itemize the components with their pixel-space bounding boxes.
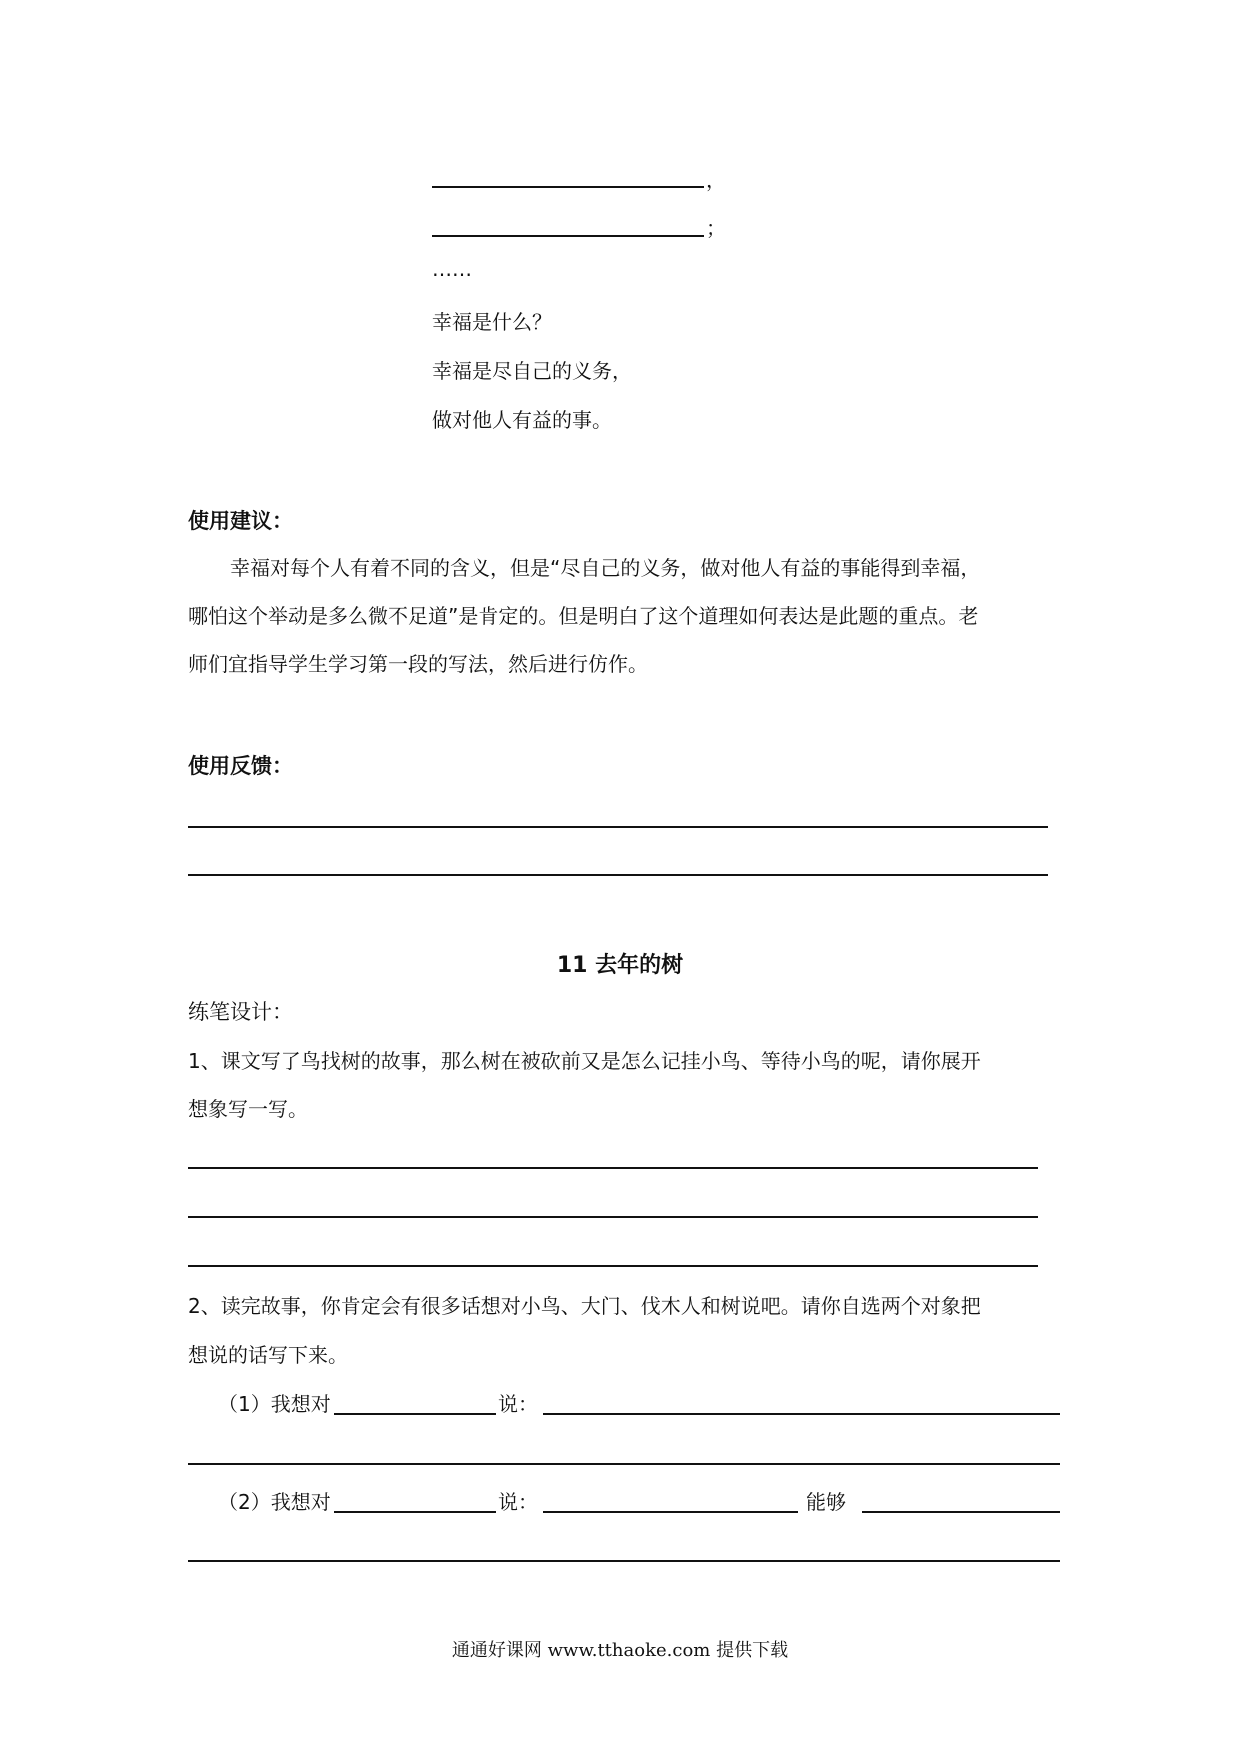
item-2-say: 说： (498, 1490, 538, 1514)
item-1-line-2[interactable] (188, 1463, 1060, 1465)
question-1-line-2: 想象写一写。 (188, 1097, 308, 1121)
question-2-line-2: 想说的话写下来。 (188, 1343, 348, 1367)
page-footer: 通通好课网 www.tthaoke.com 提供下载 (451, 1640, 789, 1661)
item-2-can: 能够 (806, 1490, 846, 1514)
item-2-line-2[interactable] (188, 1560, 1060, 1562)
poem-question: 幸福是什么？ (432, 310, 552, 334)
answer-1-line-3[interactable] (188, 1265, 1038, 1267)
poem-blank-2[interactable] (432, 235, 704, 237)
lesson-title: 11 去年的树 (556, 953, 684, 978)
suggestion-heading: 使用建议： (188, 509, 293, 533)
poem-blank-1-punct: ， (706, 168, 726, 192)
item-2-content-blank[interactable] (543, 1511, 798, 1513)
item-1-prefix: （1）我想对 (218, 1392, 331, 1416)
item-1-target-blank[interactable] (334, 1413, 496, 1415)
feedback-heading: 使用反馈： (188, 754, 293, 778)
item-2-prefix: （2）我想对 (218, 1490, 331, 1514)
item-1-say: 说： (498, 1392, 538, 1416)
poem-blank-1[interactable] (432, 186, 704, 188)
item-2-can-blank[interactable] (862, 1511, 1060, 1513)
poem-ellipsis: …… (432, 257, 472, 281)
question-2-line-1: 2、读完故事，你肯定会有很多话想对小鸟、大门、伐木人和树说吧。请你自选两个对象把 (188, 1294, 981, 1318)
suggestion-line-3: 师们宜指导学生学习第一段的写法，然后进行仿作。 (188, 652, 648, 676)
suggestion-line-2: 哪怕这个举动是多么微不足道”是肯定的。但是明白了这个道理如何表达是此题的重点。老 (188, 604, 979, 628)
answer-1-line-2[interactable] (188, 1216, 1038, 1218)
poem-blank-2-punct: ； (706, 216, 726, 240)
design-heading: 练笔设计： (188, 1000, 293, 1024)
suggestion-paragraph (188, 544, 1068, 688)
item-1-content-blank[interactable] (543, 1413, 1060, 1415)
suggestion-line-1: 幸福对每个人有着不同的含义，但是“尽自己的义务，做对他人有益的事能得到幸福， (230, 556, 981, 580)
feedback-line-2[interactable] (188, 874, 1048, 876)
feedback-line-1[interactable] (188, 826, 1048, 828)
poem-answer-2: 做对他人有益的事。 (432, 408, 612, 432)
poem-answer-1: 幸福是尽自己的义务， (432, 359, 632, 383)
answer-1-line-1[interactable] (188, 1167, 1038, 1169)
question-1-line-1: 1、课文写了鸟找树的故事，那么树在被砍前又是怎么记挂小鸟、等待小鸟的呢，请你展开 (188, 1049, 981, 1073)
item-2-target-blank[interactable] (334, 1511, 496, 1513)
